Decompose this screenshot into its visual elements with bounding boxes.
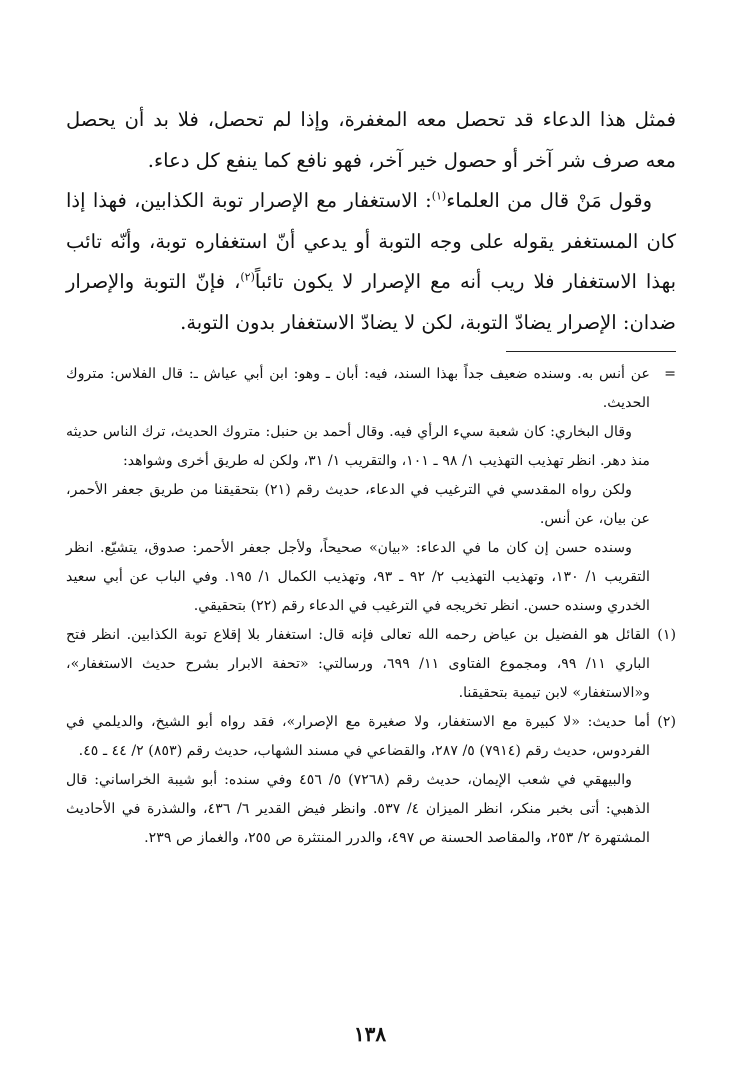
continuation-paragraph-1: عن أنس به. وسنده ضعيف جداً بهذا السند، فيه: أبان ـ وهو: ابن أبي عياش ـ: قال الفلاس: متروك الحديث. bbox=[66, 366, 650, 411]
continuation-mark: = bbox=[664, 366, 676, 382]
footnote-2 bbox=[66, 708, 676, 853]
page-body bbox=[66, 100, 676, 853]
footnote-2-text-2: والبيهقي في شعب الإيمان، حديث رقم (٧٢٦٨) ٥/ ٤٥٦ وفي سنده: أبو شيبة الخراساني: قال الذهبي: أتى بخبر منكر، انظر الميزان ٤/ ٥٣٧. وانظر فيض القدير ٦/ ٤٣٦، والشذرة في الأحاديث المشتهرة ٢/ ٢٥٣، والمقاصد الحسنة ص ٤٩٧، والدرر المنتثرة ص ٢٥٥، والغماز ص ٢٣٩. bbox=[66, 772, 650, 846]
footnote-1-text: القائل هو الفضيل بن عياض رحمه الله تعالى فإنه قال: استغفار بلا إقلاع توبة الكذابين. انظر فتح الباري ١١/ ٩٩، ومجموع الفتاوى ١١/ ٦٩٩، ورسالتي: «تحفة الابرار بشرح حديث الاستغفار»، و«الاستغفار» لابن تيمية بتحقيقنا. bbox=[66, 627, 650, 701]
main-paragraph-2 bbox=[66, 181, 676, 343]
continuation-paragraph-2: وقال البخاري: كان شعبة سيء الرأي فيه. وقال أحمد بن حنبل: متروك الحديث، ترك الناس حديثه منذ دهر. انظر تهذيب التهذيب ١/ ٩٨ ـ ١٠١، والتقريب ١/ ٣١، ولكن له طريق أخرى وشواهد: bbox=[66, 424, 650, 469]
footnote-ref-2: (٢) bbox=[240, 270, 255, 284]
footnote-continuation bbox=[66, 360, 676, 418]
footnote-1-mark: (١) bbox=[657, 627, 676, 643]
main-paragraph-2-part-c: ، فإنّ التوبة والإصرار ضدان: الإصرار يضادّ التوبة، لكن لا يضادّ الاستغفار بدون التوبة. bbox=[66, 270, 676, 334]
main-paragraph-2-part-a: وقول مَنْ قال من العلماء bbox=[446, 189, 653, 212]
footnote-ref-1: (١) bbox=[431, 189, 447, 203]
continuation-paragraph-3: ولكن رواه المقدسي في الترغيب في الدعاء، حديث رقم (٢١) بتحقيقنا من طريق جعفر الأحمر، عن بيان، عن أنس. bbox=[66, 482, 650, 527]
footnote-separator bbox=[506, 351, 676, 352]
footnote-1 bbox=[66, 621, 676, 708]
page-number: ١٣٨ bbox=[353, 1022, 387, 1046]
main-text bbox=[66, 100, 676, 343]
footnote-2-mark: (٢) bbox=[657, 714, 676, 730]
footnote-2-text-1: أما حديث: «لا كبيرة مع الاستغفار، ولا صغيرة مع الإصرار»، فقد رواه أبو الشيخ، والديلمي في الفردوس، حديث رقم (٧٩١٤) ٥/ ٢٨٧، والقضاعي في مسند الشهاب، حديث رقم (٨٥٣) ٢/ ٤٤ ـ ٤٥. bbox=[66, 714, 650, 759]
continuation-paragraph-4: وسنده حسن إن كان ما في الدعاء: «بيان» صحيحاً، ولأجل جعفر الأحمر: صدوق، يتشيّع. انظر التقريب ١/ ١٣٠، وتهذيب التهذيب ٢/ ٩٢ ـ ٩٣، وتهذيب الكمال ١/ ١٩٥. وفي الباب عن أبي سعيد الخدري وسنده حسن. انظر تخريجه في الترغيب في الدعاء رقم (٢٢) بتحقيقي. bbox=[66, 540, 650, 614]
main-paragraph-2-part-b: : الاستغفار مع الإصرار توبة الكذابين، فهذا إذا كان المستغفر يقوله على وجه التوبة أو يدعي أنّ استغفاره توبة، وأنّه تائب بهذا الاستغفار فلا ريب أنه مع الإصرار لا يكون تائباً bbox=[66, 189, 677, 293]
main-paragraph-1: فمثل هذا الدعاء قد تحصل معه المغفرة، وإذا لم تحصل، فلا بد أن يحصل معه صرف شر آخر أو حصول خير آخر، فهو نافع كما ينفع كل دعاء. bbox=[66, 108, 676, 172]
footnotes bbox=[66, 360, 676, 853]
